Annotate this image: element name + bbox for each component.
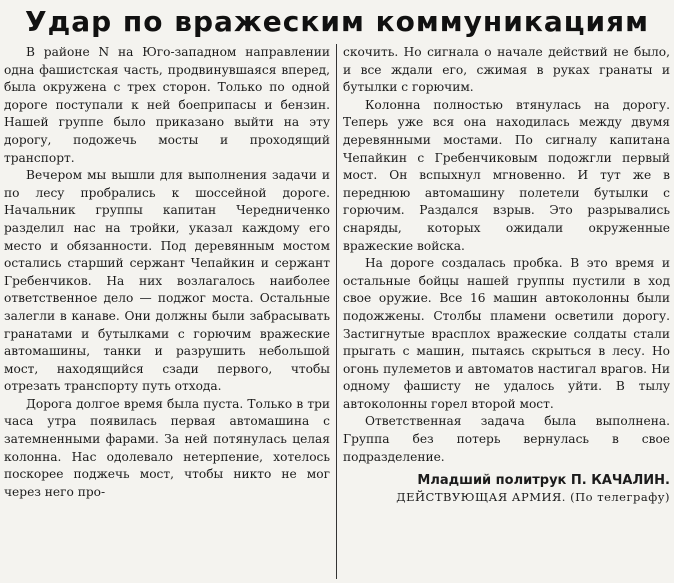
article-body [4,44,670,579]
author-signature: Младший политрук П. КАЧАЛИН. [417,473,670,489]
paragraph: Дорога долгое время была пуста. Только в три часа утра появилась первая автомашина с затемненными фарами. За ней потянулась целая колонна. Нас одолевало нетерпение, хотелось поскорее поджечь мост, чтобы никто не мог через него про- [4,396,330,499]
left-column [4,44,337,579]
paragraph: В районе N на Юго-западном направлении одна фашистская часть, продвинувшаяся вперед, была окружена с трех сторон. Только по одной дороге поступали к ней боеприпасы и бензин. Нашей группе было приказано выйти на эту дорогу, подожечь мосты и проходящий транспорт. [4,45,330,165]
dateline: ДЕЙСТВУЮЩАЯ АРМИЯ. (По телеграфу) [396,490,670,505]
paragraph: Колонна полностью втянулась на дорогу. Теперь уже вся она находилась между двумя деревянными мостами. По сигналу капитана Чепайкин с Гребенчиковым подожгли первый мост. Он вспыхнул мгновенно. И тут же в переднюю автомашину полетели бутылки с горючим. Раздался взрыв. Это разрывались снаряды, которых ожидали окруженные вражеские войска. [343,97,670,253]
paragraph: На дороге создалась пробка. В это время и остальные бойцы нашей группы пустили в ход свое оружие. Все 16 машин автоколонны были подожжены. Столбы пламени осветили дорогу. Застигнутые врасплох вражеские солдаты стали прыгать с машин, пытаясь скрыться в лесу. Но огонь пулеметов и автоматов настигал врагов. Ни одному фашисту не удалось уйти. В тылу автоколонны горел второй мост. [343,256,670,411]
article-title: Удар по вражеским коммуникациям [25,5,649,38]
right-column [337,44,670,579]
paragraph: Ответственная задача была выполнена. Группа без потерь вернулась в свое подразделение. [343,414,670,464]
paragraph: скочить. Но сигнала о начале действий не было, и все ждали его, сжимая в руках гранаты и бутылки с горючим. [343,45,670,95]
paragraph: Вечером мы вышли для выполнения задачи и по лесу пробрались к шоссейной дороге. Начальник группы капитан Чередниченко разделил нас на тройки, указал каждому его место и обязанности. Под деревянным мостом остались старший сержант Чепайкин и сержант Гребенчиков. На них возлагалось наиболее ответственное дело — поджог моста. Остальные залегли в канаве. Они должны были забрасывать гранатами и бутылками с горючим вражеские автомашины, танки и разрушить небольшой мост, находящийся сзади первого, чтобы отрезать транспорту путь отхода. [4,168,330,394]
